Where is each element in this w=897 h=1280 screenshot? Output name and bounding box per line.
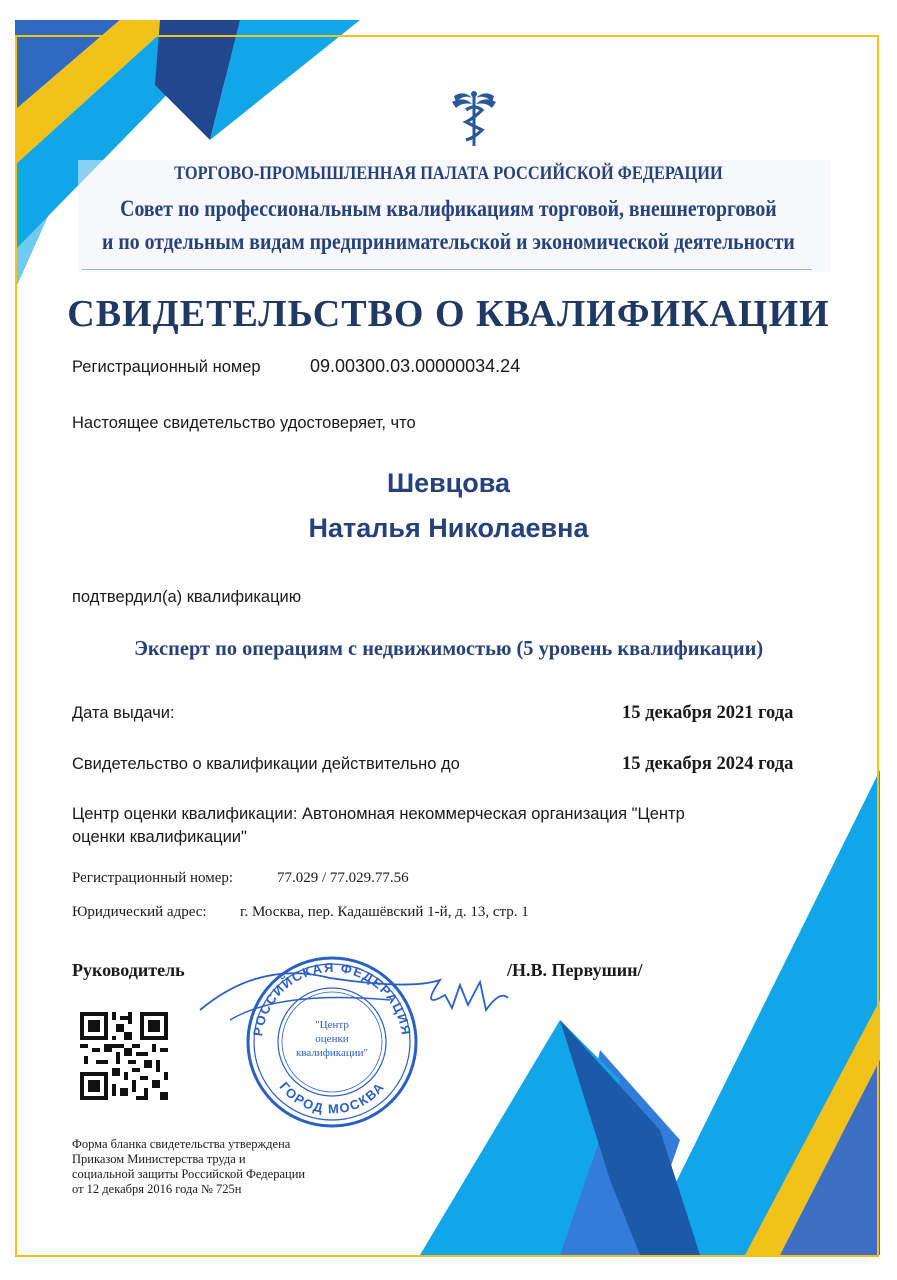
issue-date-value: 15 декабря 2021 года: [622, 703, 794, 723]
stamp-top-text: РОССИЙСКАЯ ФЕДЕРАЦИЯ: [250, 959, 414, 1038]
holder-surname: Шевцова: [386, 468, 511, 498]
issue-date-label: Дата выдачи:: [72, 704, 175, 722]
center-reg-label: Регистрационный номер:: [72, 870, 234, 886]
form-approval-note: [72, 1137, 392, 1197]
valid-until-label: Свидетельство о квалификации действительно до: [72, 755, 460, 773]
signature-stroke: [200, 973, 508, 1010]
certificate-title: СВИДЕТЕЛЬСТВО О КВАЛИФИКАЦИИ: [67, 293, 830, 335]
qr-code: [80, 1012, 168, 1100]
registration-label: Регистрационный номер: [72, 358, 261, 376]
form-approval-line4: от 12 декабря 2016 года № 725н: [72, 1182, 242, 1196]
center-reg-number: 77.029 / 77.029.77.56: [277, 870, 409, 886]
caduceus-emblem-icon: [450, 88, 498, 150]
valid-until-value: 15 декабря 2024 года: [622, 754, 794, 774]
form-approval-line1: Форма бланка свидетельства утверждена: [72, 1137, 291, 1151]
center-address: г. Москва, пер. Кадашёвский 1-й, д. 13, стр. 1: [240, 904, 529, 920]
org-name-line3: и по отдельным видам предпринимательской и экономической деятельности: [102, 229, 795, 254]
stamp-bottom-text: ГОРОД МОСКВА: [276, 1078, 388, 1117]
svg-text:ГОРОД МОСКВА: [277, 1079, 388, 1117]
confirmed-text: подтвердил(а) квалификацию: [72, 588, 302, 606]
org-name-line2: Совет по профессиональным квалификациям торговой, внешнеторговой: [120, 196, 777, 221]
holder-given-names: Наталья Николаевна: [308, 513, 589, 543]
center-line1: Центр оценки квалификации: Автономная некоммерческая организация "Центр: [72, 805, 685, 823]
center-address-label: Юридический адрес:: [72, 904, 207, 920]
stamp-center-line3: квалификации": [296, 1047, 368, 1059]
center-line2: оценки квалификации": [72, 828, 247, 846]
org-name-line1: ТОРГОВО-ПРОМЫШЛЕННАЯ ПАЛАТА РОССИЙСКОЙ ФЕДЕРАЦИИ: [174, 163, 723, 184]
stamp-center-line2: оценки: [315, 1033, 349, 1045]
official-stamp: [190, 950, 540, 1130]
stamp-center-line1: "Центр: [315, 1019, 349, 1031]
header-divider: [82, 269, 812, 270]
registration-number: 09.00300.03.00000034.24: [310, 356, 521, 376]
qualification-title: Эксперт по операциям с недвижимостью (5 уровень квалификации): [134, 636, 764, 660]
signature-role: Руководитель: [72, 960, 185, 980]
signature-name: /Н.В. Первушин/: [507, 960, 643, 980]
certifies-text: Настоящее свидетельство удостоверяет, что: [72, 414, 416, 432]
form-approval-line2: Приказом Министерства труда и: [72, 1152, 246, 1166]
form-approval-line3: социальной защиты Российской Федерации: [72, 1167, 306, 1181]
